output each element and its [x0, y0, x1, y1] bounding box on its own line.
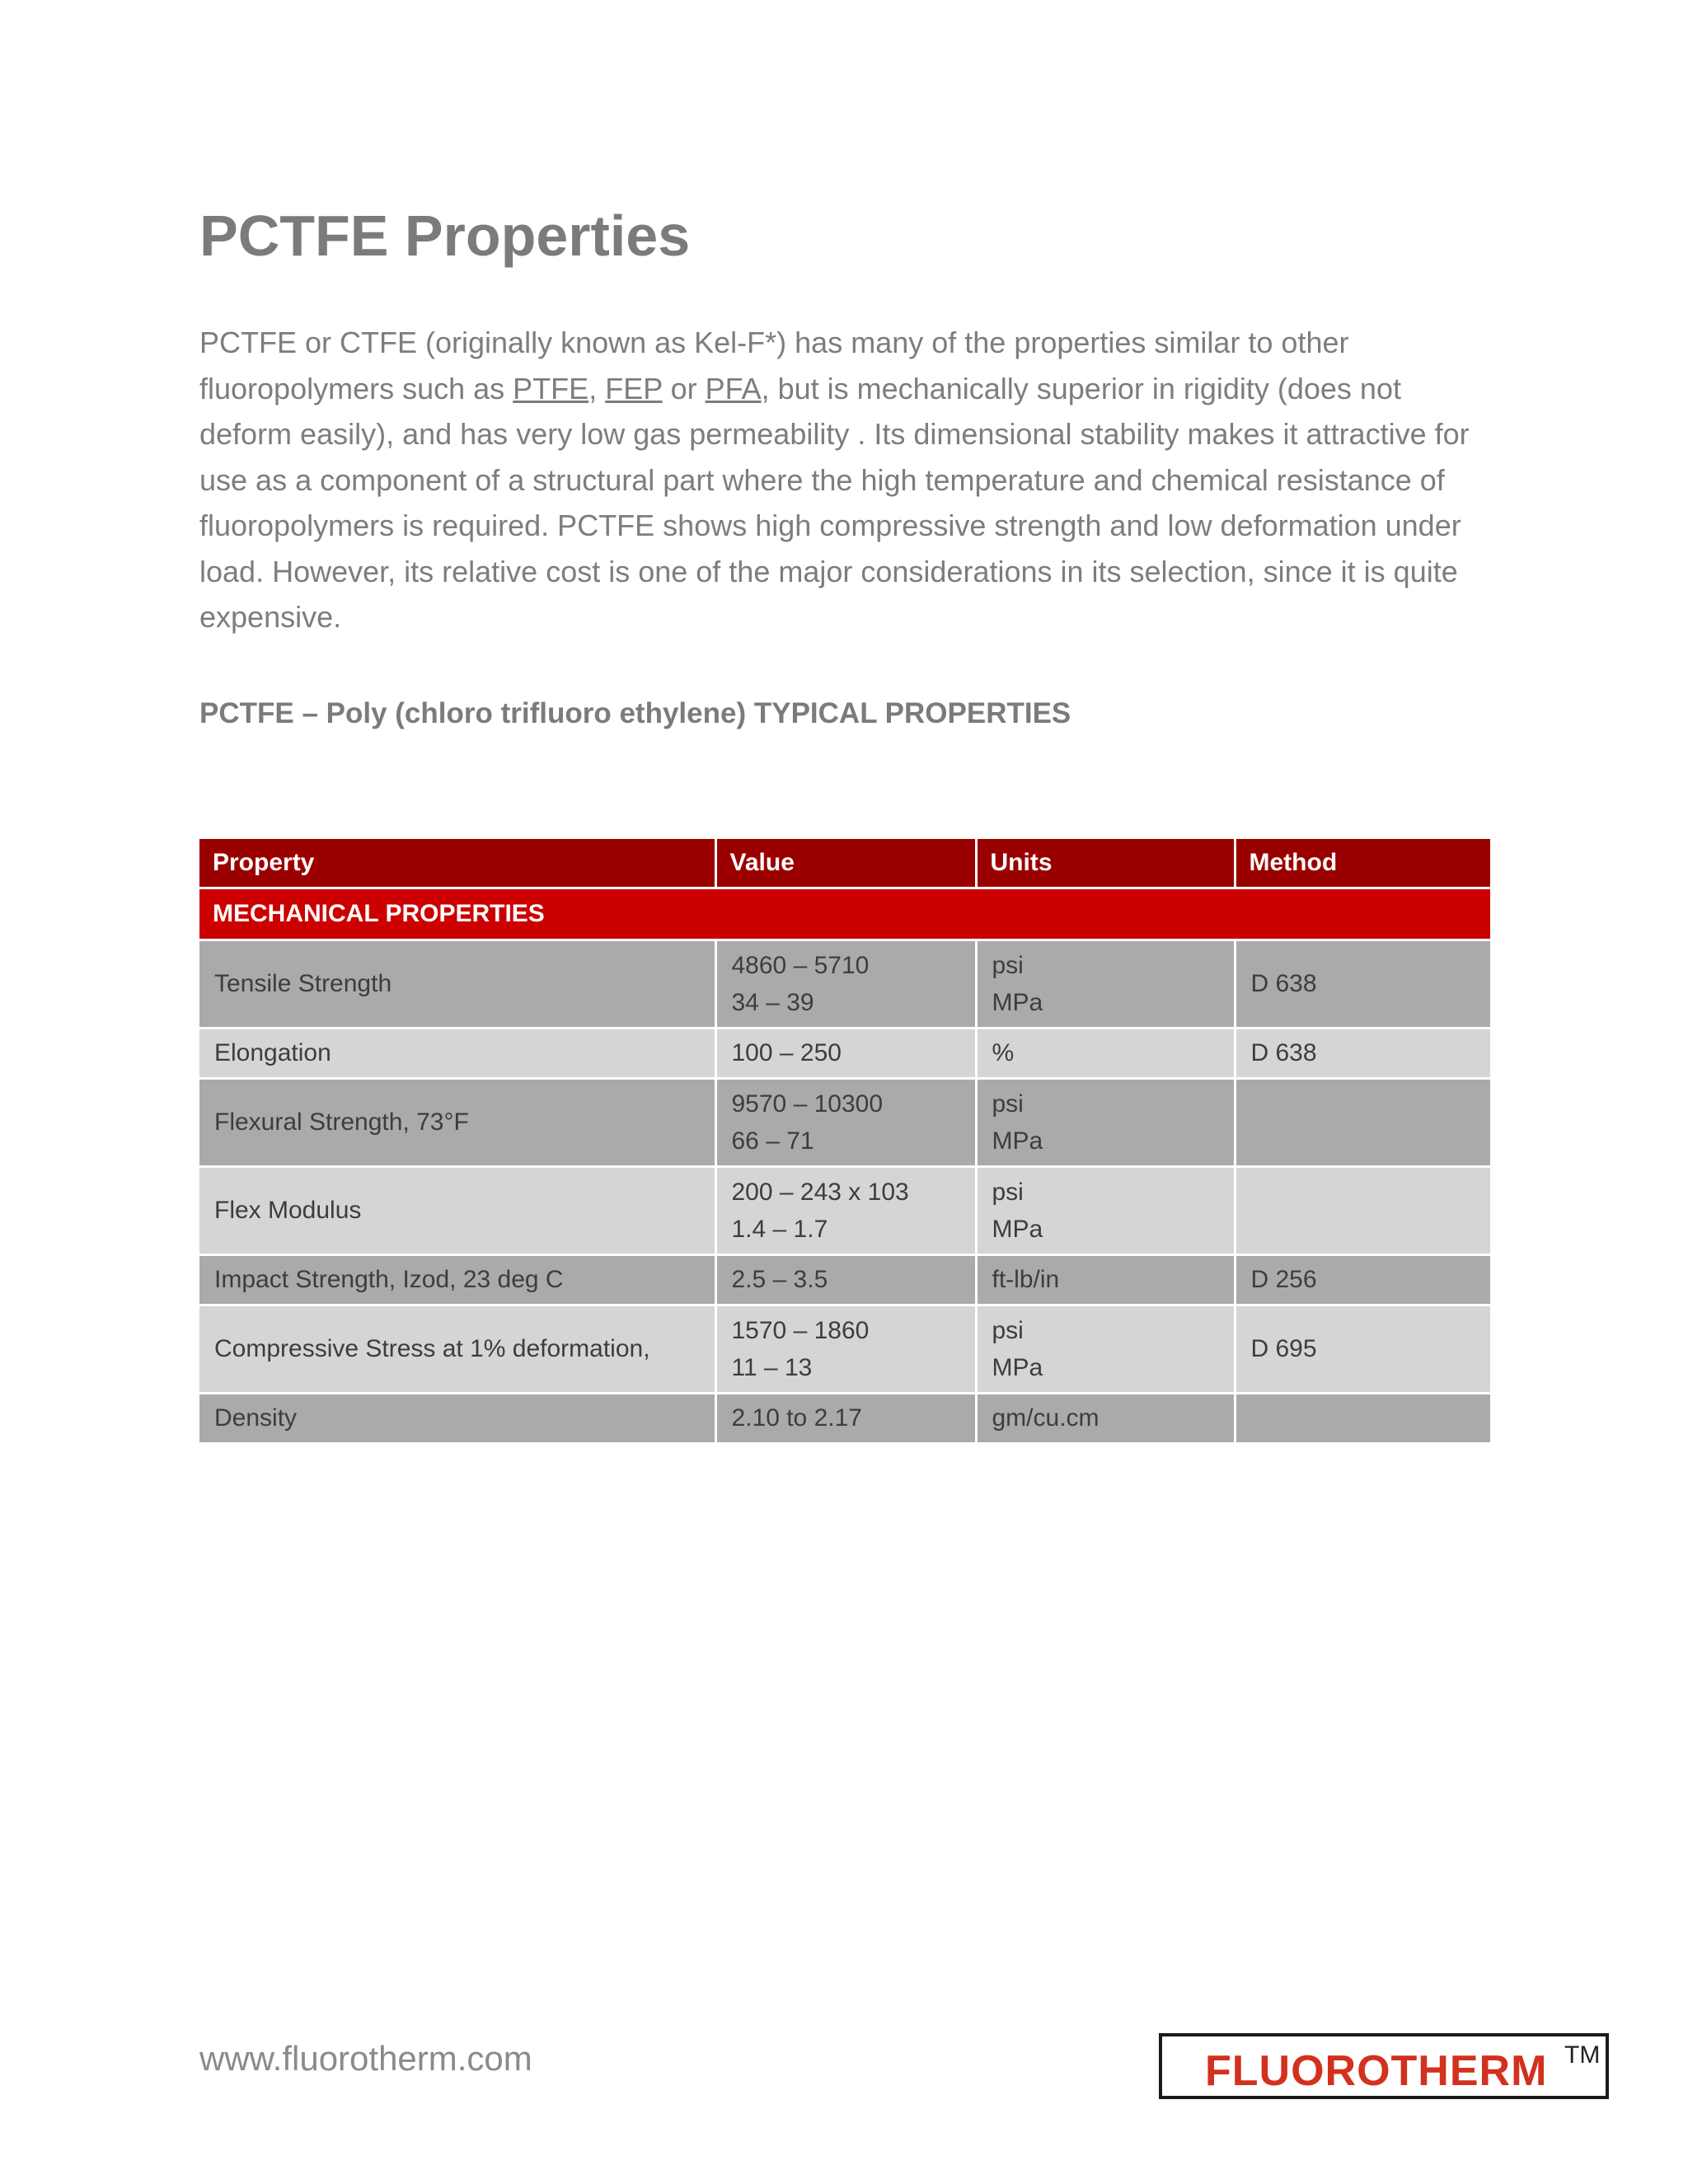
method-cell	[1235, 1167, 1490, 1255]
footer-url: www.fluorotherm.com	[199, 2039, 532, 2078]
section-label: MECHANICAL PROPERTIES	[199, 888, 1490, 940]
property-cell: Flexural Strength, 73°F	[199, 1079, 715, 1167]
header-value: Value	[715, 839, 976, 888]
intro-separator-1: ,	[588, 371, 606, 405]
value-cell	[715, 1079, 976, 1167]
unit-line: psi	[992, 952, 1024, 979]
table-row	[199, 940, 1490, 1029]
value-line: 66 – 71	[731, 1127, 814, 1155]
unit-line: MPa	[992, 1127, 1043, 1155]
units-cell	[976, 1167, 1235, 1255]
value-cell	[715, 940, 976, 1029]
method-cell: D 695	[1235, 1305, 1490, 1394]
intro-separator-2: or	[662, 371, 706, 405]
pfa-link[interactable]: PFA	[705, 371, 762, 405]
unit-line: MPa	[992, 1354, 1043, 1381]
logo-wordmark: FLUOROTHERM	[1205, 2047, 1548, 2095]
method-cell: D 638	[1235, 940, 1490, 1029]
method-cell	[1235, 1079, 1490, 1167]
value-cell: 2.10 to 2.17	[715, 1394, 976, 1444]
table-row	[199, 1255, 1490, 1305]
property-cell: Impact Strength, Izod, 23 deg C	[199, 1255, 715, 1305]
units-cell: gm/cu.cm	[976, 1394, 1235, 1444]
property-cell: Compressive Stress at 1% deformation,	[199, 1305, 715, 1394]
value-line: 11 – 13	[731, 1354, 813, 1381]
section-row	[199, 888, 1490, 940]
units-cell	[976, 1079, 1235, 1167]
method-cell: D 256	[1235, 1255, 1490, 1305]
value-cell	[715, 1305, 976, 1394]
value-line: 1.4 – 1.7	[731, 1216, 828, 1243]
unit-line: psi	[992, 1179, 1024, 1206]
units-cell: ft-lb/in	[976, 1255, 1235, 1305]
intro-text-end: , but is mechanically superior in rigidity (does not deform easily), and has very low gas permeability . Its dimensional stability makes it attractive for use as a component of a structural part where the high temperature and chemical resistance of fluoropolymers is required. PCTFE shows high compressive strength and low deformation under load. However, its relative cost is one of the major considerations in its selection, since it is quite expensive.	[199, 371, 1470, 634]
table-row	[199, 1029, 1490, 1079]
properties-table	[199, 839, 1490, 1445]
table-row	[199, 1079, 1490, 1167]
method-cell: D 638	[1235, 1029, 1490, 1079]
table-header-row	[199, 839, 1490, 888]
value-cell: 2.5 – 3.5	[715, 1255, 976, 1305]
table-heading: PCTFE – Poly (chloro trifluoro ethylene) TYPICAL PROPERTIES	[199, 697, 1071, 729]
method-cell	[1235, 1394, 1490, 1444]
value-line: 34 – 39	[731, 989, 814, 1016]
logo-trademark: TM	[1564, 2041, 1601, 2069]
property-cell: Density	[199, 1394, 715, 1444]
unit-line: MPa	[992, 989, 1043, 1016]
value-line: 9570 – 10300	[731, 1090, 884, 1118]
property-cell: Elongation	[199, 1029, 715, 1079]
intro-text-start: PCTFE or CTFE (originally known as Kel-F*) has many of the properties similar to other fluoropolymers such as	[199, 326, 1349, 405]
unit-line: MPa	[992, 1216, 1043, 1243]
property-cell: Flex Modulus	[199, 1167, 715, 1255]
value-line: 4860 – 5710	[731, 952, 870, 979]
table-row	[199, 1305, 1490, 1394]
unit-line: psi	[992, 1317, 1024, 1344]
fluorotherm-logo	[1159, 2033, 1609, 2099]
property-cell: Tensile Strength	[199, 940, 715, 1029]
table-row	[199, 1394, 1490, 1444]
units-cell	[976, 1305, 1235, 1394]
table-row	[199, 1167, 1490, 1255]
header-method: Method	[1235, 839, 1490, 888]
page-title: PCTFE Properties	[199, 204, 691, 268]
value-cell	[715, 1167, 976, 1255]
header-property: Property	[199, 839, 715, 888]
unit-line: psi	[992, 1090, 1024, 1118]
value-cell: 100 – 250	[715, 1029, 976, 1079]
units-cell	[976, 940, 1235, 1029]
ptfe-link[interactable]: PTFE	[513, 371, 589, 405]
value-line: 200 – 243 x 103	[731, 1179, 909, 1206]
units-cell: %	[976, 1029, 1235, 1079]
value-line: 1570 – 1860	[731, 1317, 870, 1344]
fep-link[interactable]: FEP	[605, 371, 663, 405]
intro-paragraph	[199, 320, 1502, 640]
header-units: Units	[976, 839, 1235, 888]
